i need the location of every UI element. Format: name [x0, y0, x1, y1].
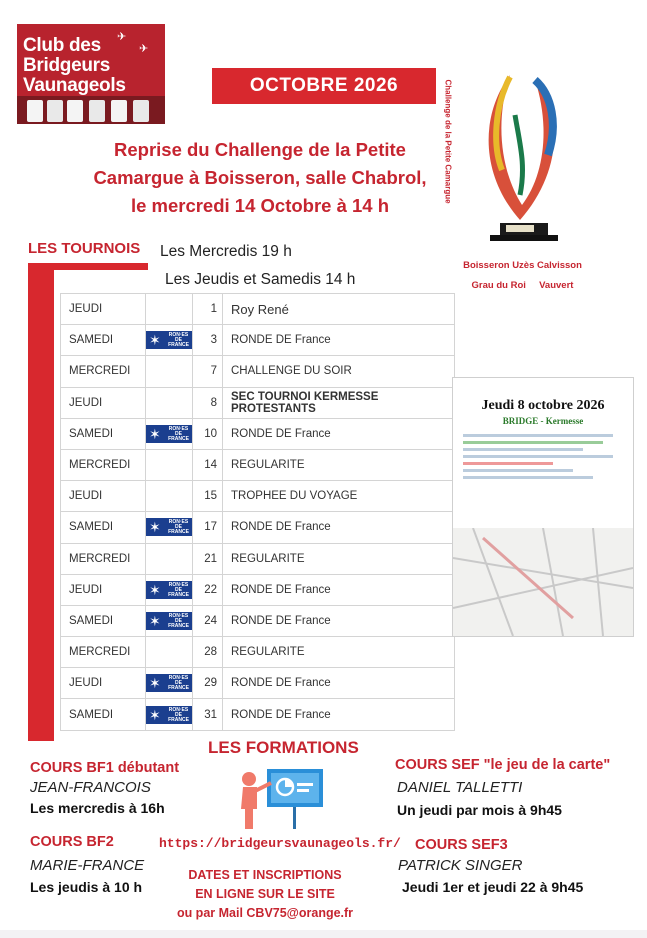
calendar-row	[61, 512, 455, 543]
logo-line: Bridgeurs	[23, 55, 111, 76]
registration-line: DATES ET INSCRIPTIONS	[188, 868, 342, 882]
calendar-date: 3	[193, 325, 223, 356]
calendar-row	[61, 387, 455, 418]
headline-line: Camargue à Boisseron, salle Chabrol,	[93, 167, 427, 188]
calendar-date: 31	[193, 699, 223, 730]
rondes-de-france-logo	[146, 581, 192, 599]
calendar-event: RONDE DE France	[223, 418, 455, 449]
registration-line: EN LIGNE SUR LE SITE	[195, 887, 335, 901]
calendar-event: RONDE DE France	[223, 325, 455, 356]
teacher-board-icon	[235, 765, 325, 830]
calendar-row	[61, 605, 455, 636]
calendar-logo-cell	[146, 294, 193, 325]
rondes-logo-text: RON·ES DE FRANCE	[168, 519, 189, 536]
cards-icon	[17, 96, 165, 124]
calendar-event: REGULARITE	[223, 449, 455, 480]
calendar-row	[61, 668, 455, 699]
sef-when: Un jeudi par mois à 9h45	[397, 802, 562, 818]
calendar-date: 15	[193, 481, 223, 512]
bf1-when: Les mercredis à 16h	[30, 800, 165, 816]
flyer-text-block	[463, 430, 623, 510]
calendar-date: 24	[193, 605, 223, 636]
trophy-towns-2: Grau du Roi Vauvert	[471, 280, 574, 291]
calendar-event: CHALLENGE DU SOIR	[223, 356, 455, 387]
flyer-title: Jeudi 8 octobre 2026	[481, 398, 605, 413]
calendar-logo-cell	[146, 512, 193, 543]
calendar-day: JEUDI	[61, 574, 146, 605]
calendar-logo-cell	[146, 699, 193, 730]
calendar-row	[61, 294, 455, 325]
star-icon: ✶	[149, 332, 161, 349]
star-icon: ✶	[149, 612, 161, 629]
rondes-logo-text: RON·ES DE FRANCE	[168, 675, 189, 692]
calendar-day: JEUDI	[61, 481, 146, 512]
calendar-day: MERCREDI	[61, 543, 146, 574]
calendar-day: MERCREDI	[61, 449, 146, 480]
calendar-date: 28	[193, 637, 223, 668]
month-banner: OCTOBRE 2026	[212, 68, 436, 104]
calendar-logo-cell	[146, 325, 193, 356]
flyer-map	[453, 528, 633, 636]
trophy-image	[440, 55, 605, 300]
rondes-logo-text: RON·ES DE FRANCE	[168, 706, 189, 723]
calendar-event: SEC TOURNOI KERMESSE PROTESTANTS	[223, 387, 455, 418]
bf2-title: COURS BF2	[30, 834, 114, 850]
website-link[interactable]: https://bridgeursvaunageols.fr/	[159, 836, 401, 851]
club-logo	[17, 24, 165, 124]
calendar-day: JEUDI	[61, 387, 146, 418]
calendar-logo-cell	[146, 387, 193, 418]
trophy-towns-1: Boisseron Uzès Calvisson	[463, 260, 582, 271]
registration-email[interactable]: ou par Mail CBV75@orange.fr	[176, 906, 354, 920]
calendar-event: TROPHEE DU VOYAGE	[223, 481, 455, 512]
calendar-logo-cell	[146, 637, 193, 668]
calendar-event: RONDE DE France	[223, 699, 455, 730]
sef3-when: Jeudi 1er et jeudi 22 à 9h45	[402, 879, 584, 895]
rondes-logo-text: RON·ES DE FRANCE	[168, 612, 189, 629]
calendar-date: 1	[193, 294, 223, 325]
calendar-event: RONDE DE France	[223, 668, 455, 699]
calendar-logo-cell	[146, 605, 193, 636]
calendar-logo-cell	[146, 574, 193, 605]
calendar-logo-cell	[146, 449, 193, 480]
calendar-event: REGULARITE	[223, 637, 455, 668]
rondes-de-france-logo	[146, 331, 192, 349]
logo-text	[23, 36, 126, 96]
bf2-teacher: MARIE-FRANCE	[30, 857, 145, 874]
sef-title: COURS SEF "le jeu de la carte"	[395, 757, 611, 773]
rondes-logo-text: RON·ES DE FRANCE	[168, 581, 189, 598]
star-icon: ✶	[149, 519, 161, 536]
calendar-row	[61, 449, 455, 480]
calendar-row	[61, 418, 455, 449]
calendar-date: 14	[193, 449, 223, 480]
calendar-day: SAMEDI	[61, 605, 146, 636]
rondes-logo-text: RON·ES DE FRANCE	[168, 332, 189, 349]
calendar-row	[61, 325, 455, 356]
bf1-teacher: JEAN-FRANCOIS	[30, 779, 151, 796]
calendar-day: SAMEDI	[61, 418, 146, 449]
logo-line: Vaunageols	[23, 75, 126, 96]
calendar-row	[61, 356, 455, 387]
calendar-row	[61, 699, 455, 730]
calendar-day: SAMEDI	[61, 325, 146, 356]
star-icon: ✶	[149, 675, 161, 692]
calendar-date: 7	[193, 356, 223, 387]
schedule-thu-sat: Les Jeudis et Samedis 14 h	[165, 271, 356, 288]
red-bar	[28, 263, 54, 741]
calendar-event: REGULARITE	[223, 543, 455, 574]
calendar-row	[61, 481, 455, 512]
kermesse-flyer	[452, 377, 634, 637]
sef-teacher: DANIEL TALLETTI	[397, 779, 523, 796]
formations-title: LES FORMATIONS	[208, 738, 359, 757]
calendar-logo-cell	[146, 356, 193, 387]
calendar-event: RONDE DE France	[223, 605, 455, 636]
calendar-logo-cell	[146, 543, 193, 574]
calendar-day: MERCREDI	[61, 356, 146, 387]
calendar-logo-cell	[146, 418, 193, 449]
calendar-date: 22	[193, 574, 223, 605]
calendar-date: 10	[193, 418, 223, 449]
bird-icon: ✈	[139, 43, 149, 55]
calendar-logo-cell	[146, 481, 193, 512]
star-icon: ✶	[149, 706, 161, 723]
flyer-subtitle: BRIDGE - Kermesse	[502, 416, 584, 426]
schedule-wednesday: Les Mercredis 19 h	[160, 243, 292, 260]
calendar-row	[61, 637, 455, 668]
calendar-logo-cell	[146, 668, 193, 699]
tournament-calendar	[60, 293, 455, 731]
calendar-event: RONDE DE France	[223, 574, 455, 605]
rondes-de-france-logo	[146, 612, 192, 630]
calendar-row	[61, 574, 455, 605]
calendar-event: RONDE DE France	[223, 512, 455, 543]
rondes-de-france-logo	[146, 518, 192, 536]
rondes-de-france-logo	[146, 674, 192, 692]
tournois-label: LES TOURNOIS	[28, 240, 141, 257]
calendar-day: SAMEDI	[61, 699, 146, 730]
calendar-row	[61, 543, 455, 574]
headline-line: Reprise du Challenge de la Petite	[114, 139, 406, 160]
calendar-event: Roy René	[223, 294, 455, 325]
rondes-de-france-logo	[146, 425, 192, 443]
calendar-date: 8	[193, 387, 223, 418]
bird-icon: ✈	[117, 31, 127, 43]
calendar-day: SAMEDI	[61, 512, 146, 543]
calendar-day: JEUDI	[61, 668, 146, 699]
headline	[60, 136, 460, 220]
calendar-date: 29	[193, 668, 223, 699]
calendar-day: JEUDI	[61, 294, 146, 325]
star-icon: ✶	[149, 581, 161, 598]
calendar-date: 17	[193, 512, 223, 543]
rondes-logo-text: RON·ES DE FRANCE	[168, 425, 189, 442]
headline-line: le mercredi 14 Octobre à 14 h	[130, 195, 390, 216]
rondes-de-france-logo	[146, 706, 192, 724]
sef3-teacher: PATRICK SINGER	[398, 857, 523, 874]
star-icon: ✶	[149, 425, 161, 442]
sef3-title: COURS SEF3	[415, 837, 508, 853]
logo-line: Club des	[23, 35, 101, 56]
calendar-day: MERCREDI	[61, 637, 146, 668]
bf2-when: Les jeudis à 10 h	[30, 879, 143, 895]
registration-info	[160, 866, 370, 923]
calendar-date: 21	[193, 543, 223, 574]
trophy-vertical-text: Challenge de la Petite Camargue	[443, 79, 453, 204]
bf1-title: COURS BF1 débutant	[30, 760, 180, 776]
